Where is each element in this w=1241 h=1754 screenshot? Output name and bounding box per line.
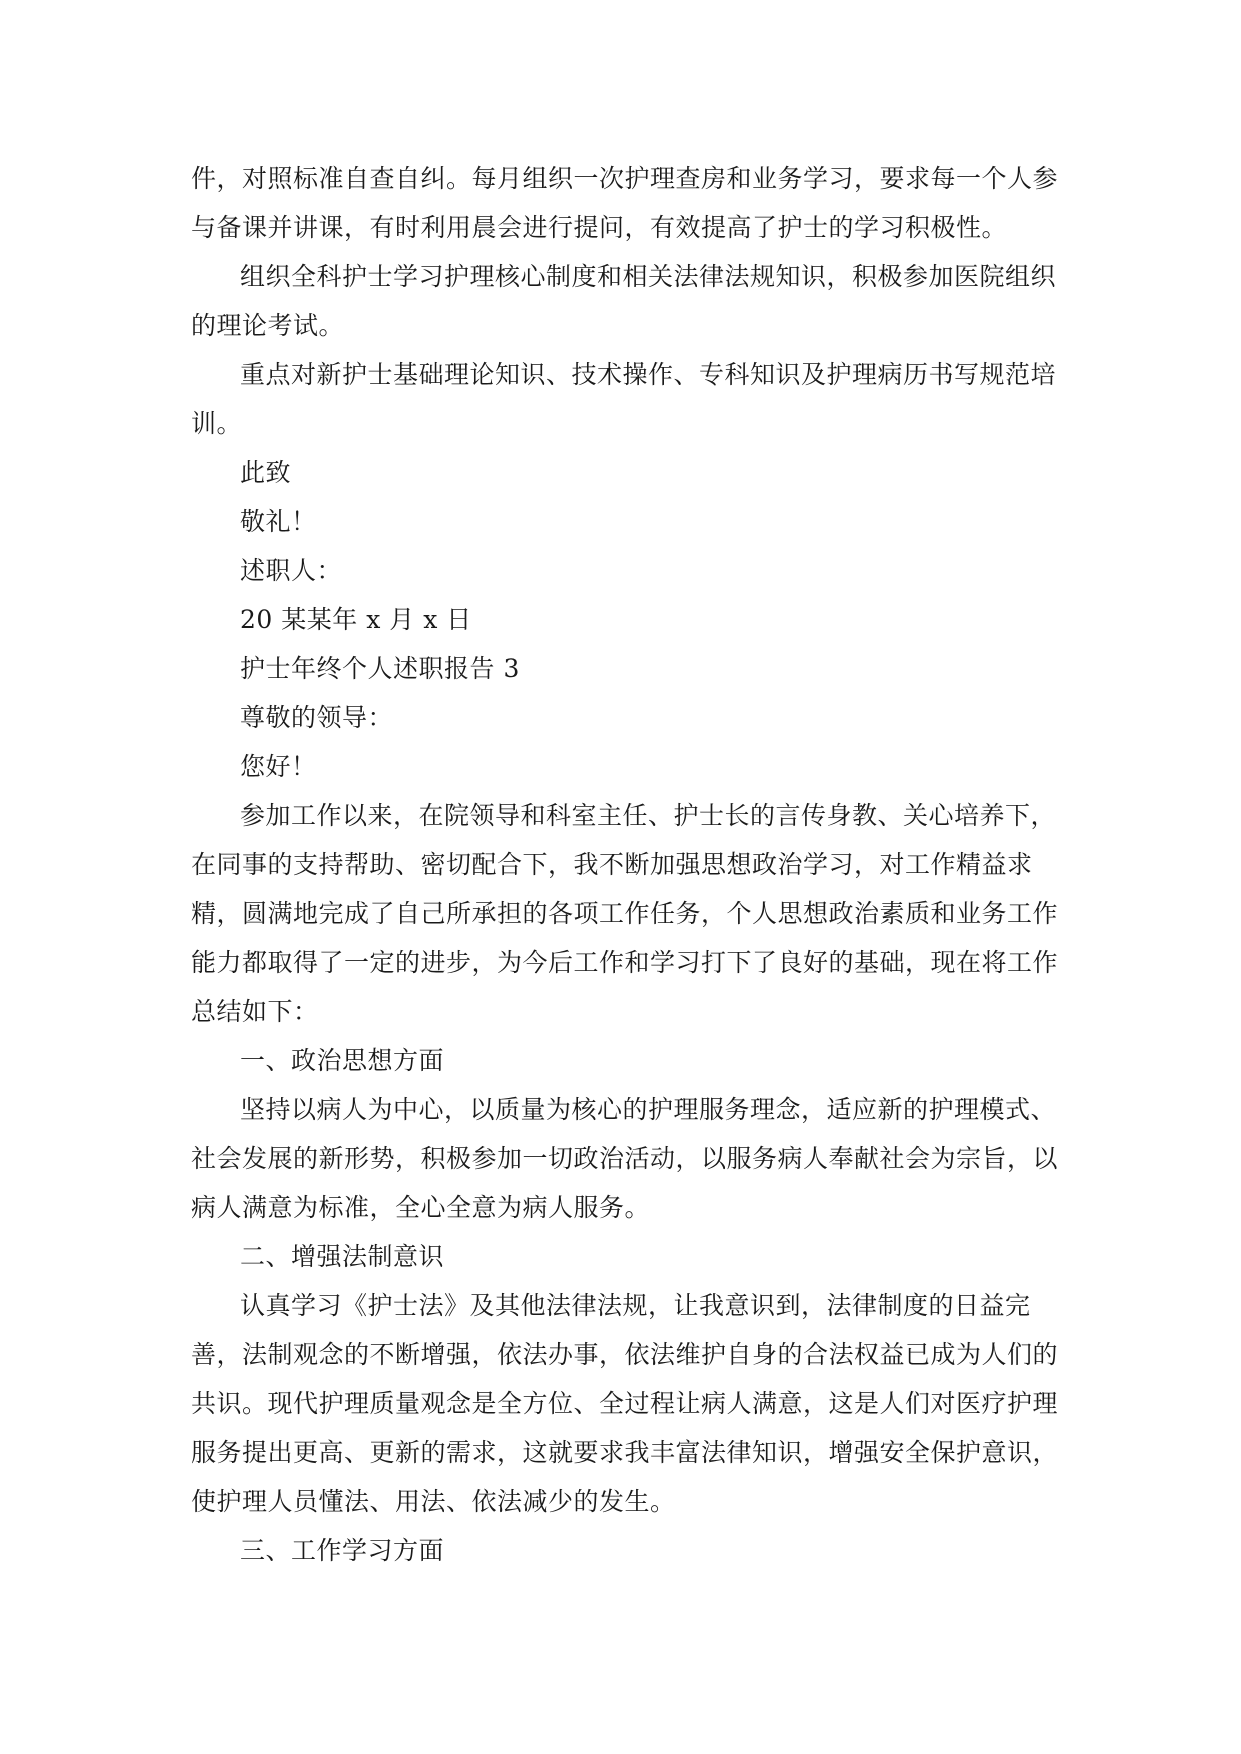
text-line: 您好！ bbox=[240, 752, 317, 781]
text-line: 坚持以病人为中心，以质量为核心的护理服务理念，适应新的护理模式、 bbox=[240, 1095, 1057, 1124]
text-line: 二、增强法制意识 bbox=[240, 1242, 445, 1271]
text-line: 病人满意为标准，全心全意为病人服务。 bbox=[191, 1193, 651, 1222]
text-line: 尊敬的领导： bbox=[240, 703, 394, 732]
text-line: 精，圆满地完成了自己所承担的各项工作任务，个人思想政治素质和业务工作 bbox=[191, 899, 1059, 928]
text-line: 使护理人员懂法、用法、依法减少的发生。 bbox=[191, 1487, 676, 1516]
text-line: 服务提出更高、更新的需求，这就要求我丰富法律知识，增强安全保护意识， bbox=[191, 1438, 1059, 1467]
text-line: 能力都取得了一定的进步，为今后工作和学习打下了良好的基础，现在将工作 bbox=[191, 948, 1059, 977]
text-line: 认真学习《护士法》及其他法律法规，让我意识到，法律制度的日益完 bbox=[240, 1291, 1031, 1320]
text-line: 20 某某年 x 月 x 日 bbox=[240, 605, 472, 634]
text-line: 护士年终个人述职报告 3 bbox=[240, 654, 520, 683]
text-line: 一、政治思想方面 bbox=[240, 1046, 445, 1075]
text-line: 在同事的支持帮助、密切配合下，我不断加强思想政治学习，对工作精益求 bbox=[191, 850, 1033, 879]
text-line: 敬礼！ bbox=[240, 507, 317, 536]
text-line: 总结如下： bbox=[191, 997, 319, 1026]
document-body bbox=[191, 154, 1059, 1575]
text-line: 的理论考试。 bbox=[191, 311, 345, 340]
text-line: 社会发展的新形势，积极参加一切政治活动，以服务病人奉献社会为宗旨，以 bbox=[191, 1144, 1059, 1173]
text-line: 共识。现代护理质量观念是全方位、全过程让病人满意，这是人们对医疗护理 bbox=[191, 1389, 1059, 1418]
text-line: 训。 bbox=[191, 409, 243, 438]
text-line: 与备课并讲课，有时利用晨会进行提问，有效提高了护士的学习积极性。 bbox=[191, 213, 1008, 242]
text-line: 件，对照标准自查自纠。每月组织一次护理查房和业务学习，要求每一个人参 bbox=[191, 164, 1059, 193]
text-line: 述职人： bbox=[240, 556, 343, 585]
text-line: 三、工作学习方面 bbox=[240, 1536, 445, 1565]
text-line: 组织全科护士学习护理核心制度和相关法律法规知识，积极参加医院组织 bbox=[240, 262, 1057, 291]
text-line: 善，法制观念的不断增强，依法办事，依法维护自身的合法权益已成为人们的 bbox=[191, 1340, 1059, 1369]
text-line: 重点对新护士基础理论知识、技术操作、专科知识及护理病历书写规范培 bbox=[240, 360, 1057, 389]
text-line: 此致 bbox=[240, 458, 292, 487]
text-line: 参加工作以来，在院领导和科室主任、护士长的言传身教、关心培养下， bbox=[240, 801, 1057, 830]
